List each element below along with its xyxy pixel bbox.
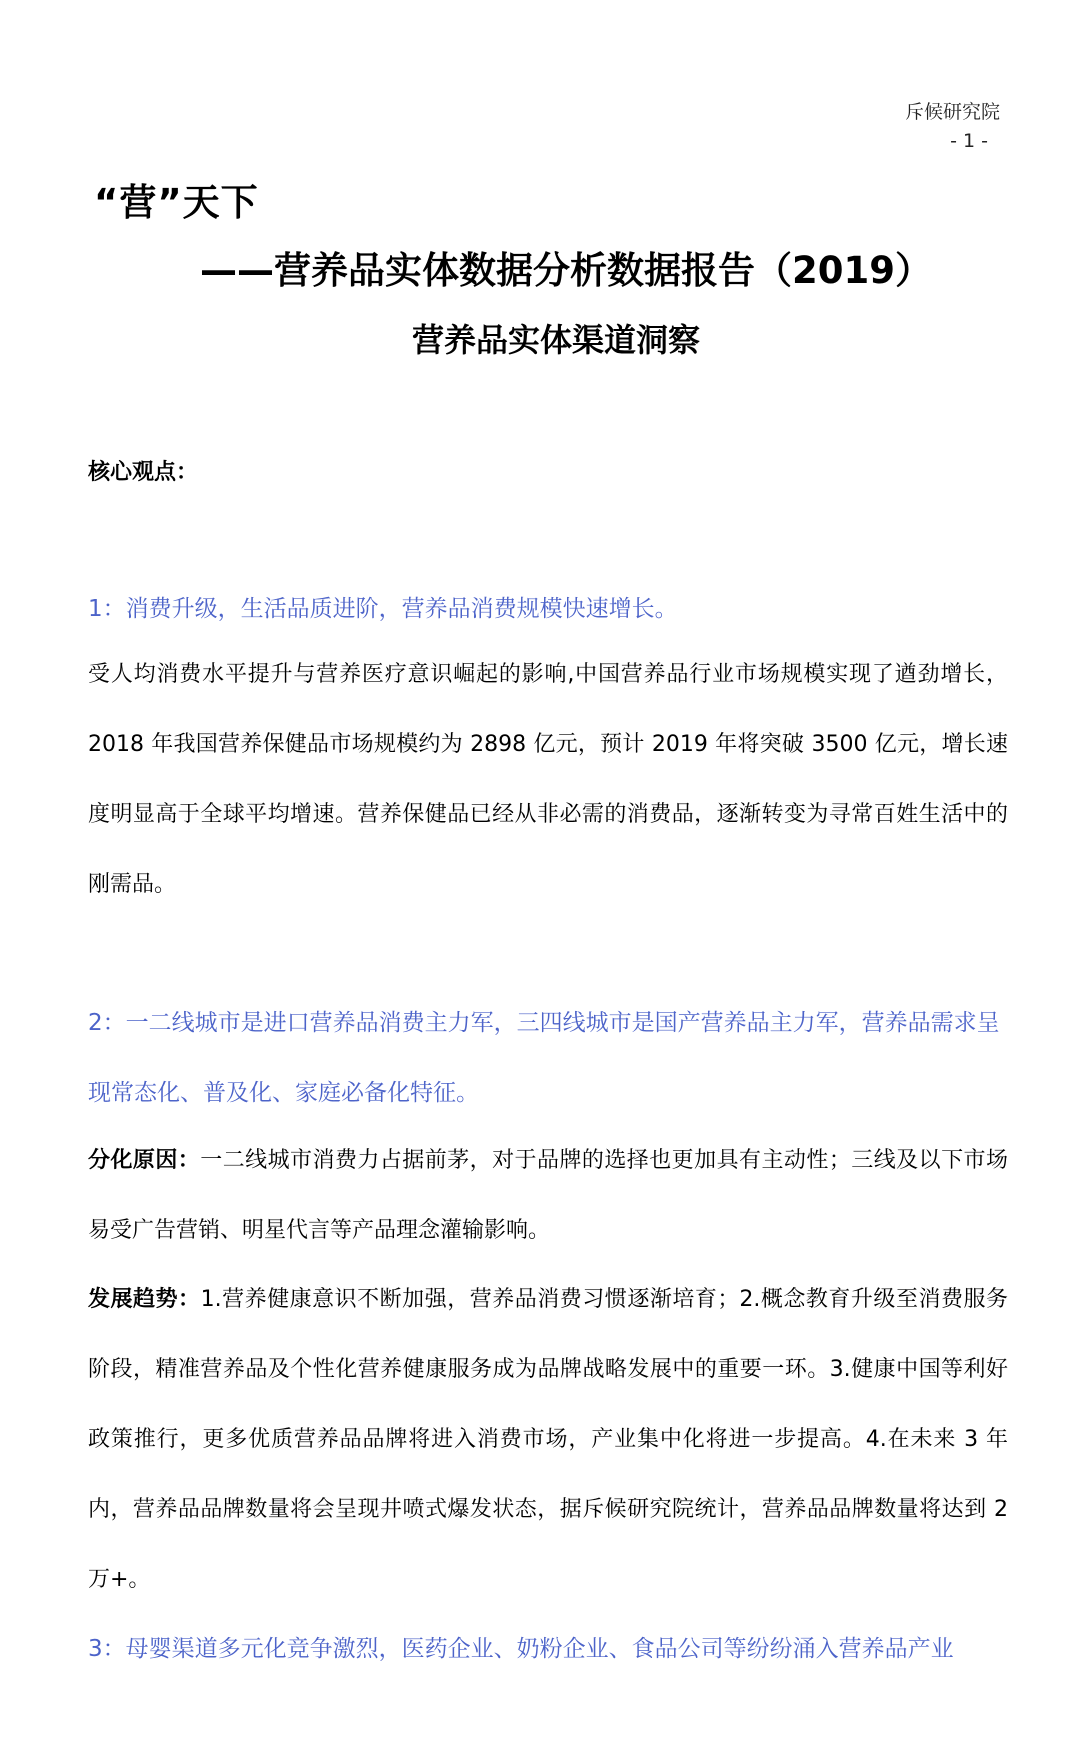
trend-label: 发展趋势： [88, 1287, 201, 1312]
point-2-trend [88, 1265, 1008, 1615]
header-organization: 斥候研究院 [904, 101, 1000, 123]
point-2-reason [88, 1126, 1008, 1266]
point-1-body: 受人均消费水平提升与营养医疗意识崛起的影响,中国营养品行业市场规模实现了遒劲增长，2018 年我国营养保健品市场规模约为 2898 亿元，预计 2019 年将突破 3500 亿元，增长速度明显高于全球平均增速。营养保健品已经从非必需的消费品，逐渐转变为寻常百姓生活中的刚需品。 [88, 662, 1008, 897]
core-points-heading: 核心观点： [88, 460, 199, 485]
page-number: - 1 - [950, 130, 988, 152]
document-section-title: 营养品实体渠道洞察 [411, 321, 700, 359]
trend-text: 1.营养健康意识不断加强，营养品消费习惯逐渐培育；2.概念教育升级至消费服务阶段，精准营养品及个性化营养健康服务成为品牌战略发展中的重要一环。3.健康中国等利好政策推行，更多优质营养品品牌将进入消费市场，产业集中化将进一步提高。4.在未来 3 年内，营养品品牌数量将会呈现井喷式爆发状态，据斥候研究院统计，营养品品牌数量将达到 2 万+。 [88, 1287, 1008, 1592]
point-1-heading: 1：消费升级，生活品质进阶，营养品消费规模快速增长。 [88, 596, 678, 622]
point-3-heading: 3：母婴渠道多元化竞争激烈，医药企业、奶粉企业、食品公司等纷纷涌入营养品产业 [88, 1636, 954, 1662]
point-2-heading: 2：一二线城市是进口营养品消费主力军，三四线城市是国产营养品主力军，营养品需求呈现常态化、普及化、家庭必备化特征。 [88, 1010, 1000, 1106]
document-title: “营”天下 [94, 181, 259, 224]
document-subtitle: ——营养品实体数据分析数据报告（2019） [200, 249, 932, 292]
reason-text: 一二线城市消费力占据前茅，对于品牌的选择也更加具有主动性；三线及以下市场易受广告营销、明星代言等产品理念灌输影响。 [88, 1148, 1008, 1243]
reason-label: 分化原因： [88, 1148, 201, 1173]
